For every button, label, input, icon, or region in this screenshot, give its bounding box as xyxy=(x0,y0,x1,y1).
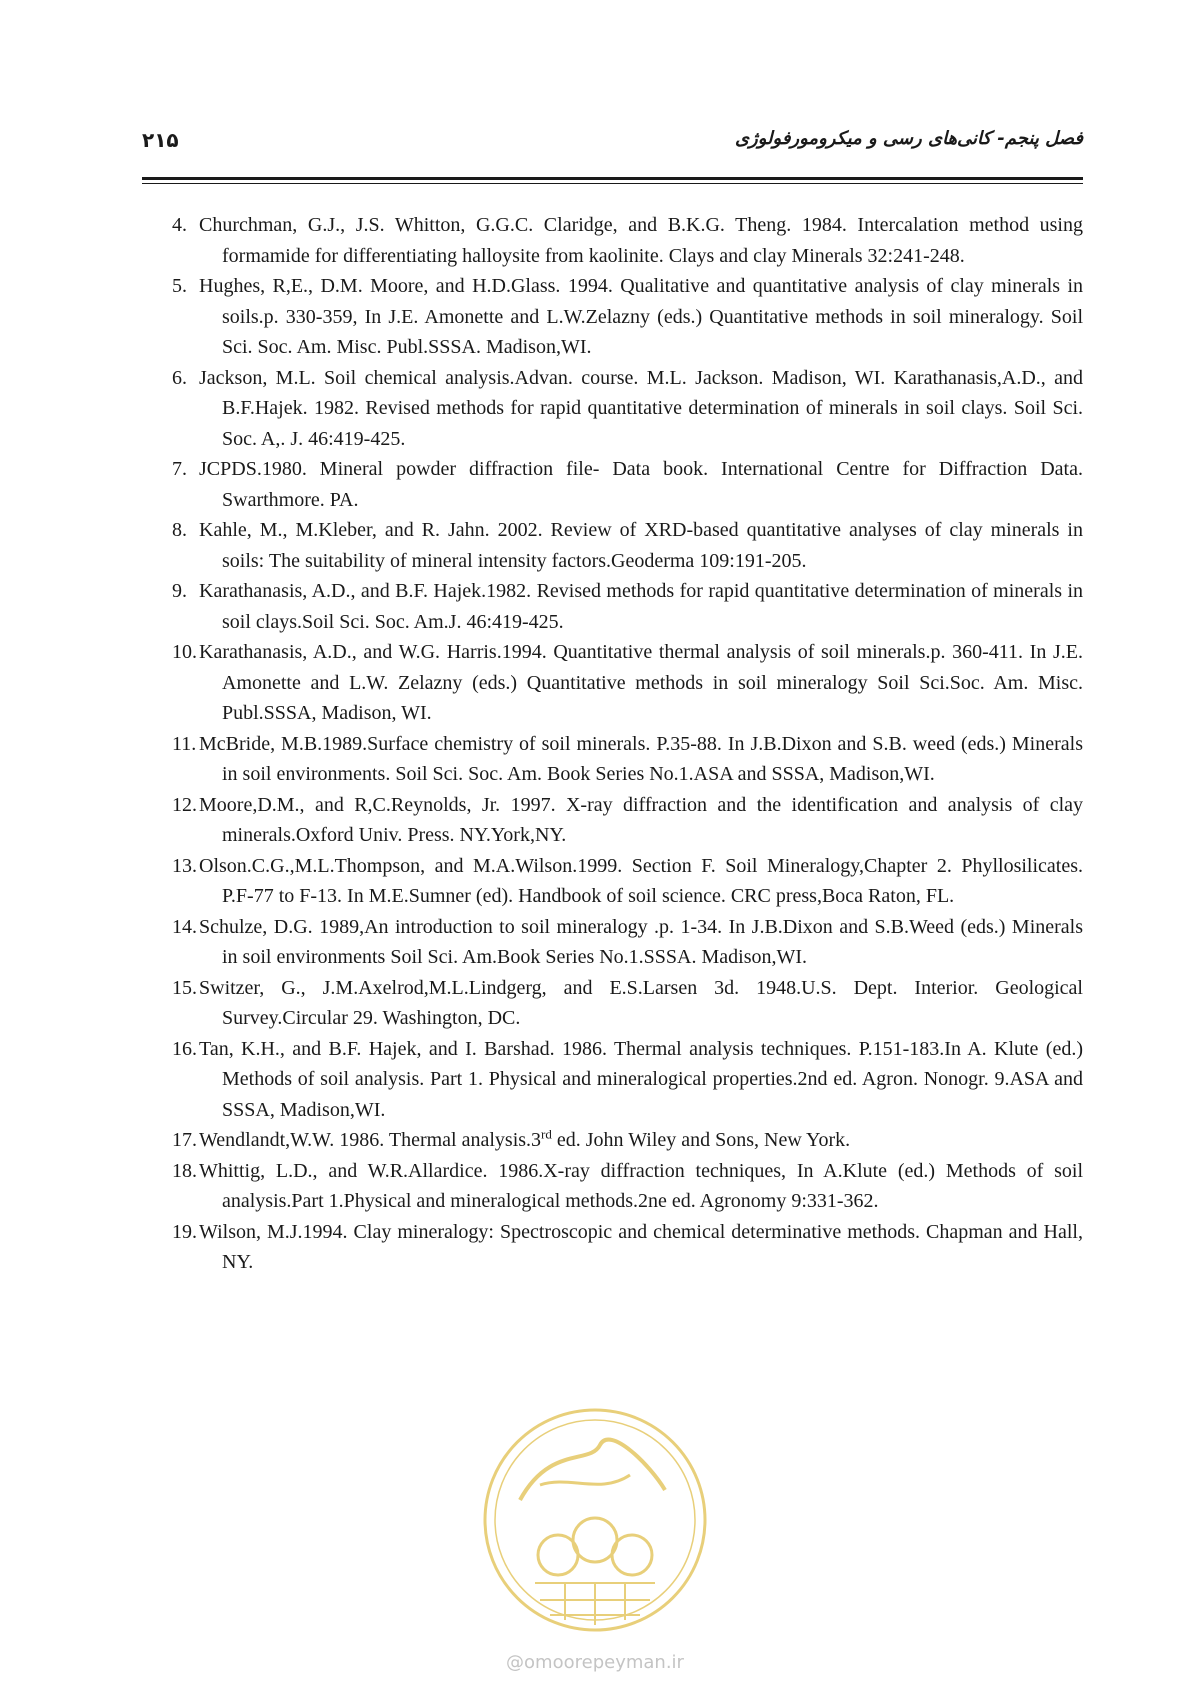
reference-text: Olson.C.G.,M.L.Thompson, and M.A.Wilson.1999. Section F. Soil Mineralogy,Chapter 2. Phyllosilicates. P.F-77 to F-13. In M.E.Sumner (ed). Handbook of soil science. CRC press,Boca Raton, FL. xyxy=(199,854,1083,907)
reference-item xyxy=(172,973,1083,1034)
reference-item xyxy=(172,790,1083,851)
page-header xyxy=(142,128,1083,162)
reference-number: 7. xyxy=(172,458,187,480)
reference-number: 19. xyxy=(172,1220,197,1243)
website-watermark xyxy=(0,1652,1190,1673)
reference-item xyxy=(172,1034,1083,1126)
reference-item xyxy=(172,1217,1083,1278)
reference-item xyxy=(172,210,1083,271)
watermark-text: omoorepeyman.ir xyxy=(524,1652,684,1673)
publisher-seal-icon xyxy=(480,1405,710,1635)
reference-text: Switzer, G., J.M.Axelrod,M.L.Lindgerg, and E.S.Larsen 3d. 1948.U.S. Dept. Interior. Geological Survey.Circular 29. Washington, DC. xyxy=(199,976,1083,1029)
reference-number: 18. xyxy=(172,1159,197,1182)
reference-number: 12. xyxy=(172,793,197,816)
reference-number: 16. xyxy=(172,1037,197,1060)
reference-text: McBride, M.B.1989.Surface chemistry of soil minerals. P.35-88. In J.B.Dixon and S.B. weed (eds.) Minerals in soil environments. Soil Sci. Soc. Am. Book Series No.1.ASA and SSSA, Madison,WI. xyxy=(199,732,1083,785)
reference-text: Schulze, D.G. 1989,An introduction to soil mineralogy .p. 1-34. In J.B.Dixon and S.B.Weed (eds.) Minerals in soil environments Soil Sci. Am.Book Series No.1.SSSA. Madison,WI. xyxy=(199,915,1083,968)
reference-number: 17. xyxy=(172,1129,197,1151)
reference-text: Moore,D.M., and R,C.Reynolds, Jr. 1997. X-ray diffraction and the identification and analysis of clay minerals.Oxford Univ. Press. NY.York,NY. xyxy=(199,793,1083,846)
reference-number: 15. xyxy=(172,976,197,999)
reference-number: 8. xyxy=(172,519,187,541)
reference-text: Churchman, G.J., J.S. Whitton, G.G.C. Claridge, and B.K.G. Theng. 1984. Intercalation method using formamide for differentiating halloysite from kaolinite. Clays and clay Minerals 32:241-248. xyxy=(199,214,1083,267)
reference-number: 13. xyxy=(172,854,197,877)
reference-text: Hughes, R,E., D.M. Moore, and H.D.Glass. 1994. Qualitative and quantitative analysis of clay minerals in soils.p. 330-359, In J.E. Amonette and L.W.Zelazny (eds.) Quantitative methods in soil mineralogy. Soil Sci. Soc. Am. Misc. Publ.SSSA. Madison,WI. xyxy=(199,275,1083,358)
at-icon: @ xyxy=(506,1652,525,1673)
reference-number: 5. xyxy=(172,275,187,297)
reference-item xyxy=(172,1125,1083,1156)
reference-item xyxy=(172,1156,1083,1217)
reference-superscript: rd xyxy=(541,1126,552,1142)
reference-text-continued: ed. John Wiley and Sons, New York. xyxy=(551,1129,851,1151)
reference-text: Wilson, M.J.1994. Clay mineralogy: Spectroscopic and chemical determinative methods. Chapman and Hall, NY. xyxy=(199,1220,1083,1273)
reference-number: 14. xyxy=(172,915,197,938)
reference-number: 6. xyxy=(172,366,187,389)
reference-text: Wendlandt,W.W. 1986. Thermal analysis.3 xyxy=(199,1129,542,1151)
reference-text: Whittig, L.D., and W.R.Allardice. 1986.X-ray diffraction techniques, In A.Klute (ed.) Methods of soil analysis.Part 1.Physical and mineralogical methods.2ne ed. Agronomy 9:331-362. xyxy=(199,1159,1083,1212)
reference-text: Tan, K.H., and B.F. Hajek, and I. Barshad. 1986. Thermal analysis techniques. P.151-183.In A. Klute (ed.) Methods of soil analysis. Part 1. Physical and mineralogical properties.2nd ed. Agron. Nonogr. 9.ASA and SSSA, Madison,WI. xyxy=(199,1037,1083,1121)
header-rule-thick xyxy=(142,177,1083,180)
reference-item xyxy=(172,637,1083,729)
reference-text: Karathanasis, A.D., and B.F. Hajek.1982. Revised methods for rapid quantitative determination of minerals in soil clays.Soil Sci. Soc. Am.J. 46:419-425. xyxy=(199,580,1083,633)
reference-item xyxy=(172,576,1083,637)
reference-item xyxy=(172,729,1083,790)
reference-text: Kahle, M., M.Kleber, and R. Jahn. 2002. Review of XRD-based quantitative analyses of clay minerals in soils: The suitability of mineral intensity factors.Geoderma 109:191-205. xyxy=(199,519,1083,572)
reference-item xyxy=(172,515,1083,576)
reference-item xyxy=(172,363,1083,455)
reference-text: Karathanasis, A.D., and W.G. Harris.1994. Quantitative thermal analysis of soil minerals.p. 360-411. In J.E. Amonette and L.W. Zelazny (eds.) Quantitative methods in soil mineralogy Soil Sci.Soc. Am. Misc. Publ.SSSA, Madison, WI. xyxy=(199,641,1083,724)
reference-number: 4. xyxy=(172,214,187,236)
header-rule-thin xyxy=(142,183,1083,184)
reference-list xyxy=(172,210,1083,1278)
reference-item xyxy=(172,851,1083,912)
reference-number: 11. xyxy=(172,732,197,755)
chapter-title: فصل پنجم- کانی‌های رسی و میکرومورفولوژی xyxy=(734,128,1083,149)
page-number: ۲۱۵ xyxy=(142,128,179,152)
reference-item xyxy=(172,271,1083,363)
reference-text: JCPDS.1980. Mineral powder diffraction file- Data book. International Centre for Diffraction Data. Swarthmore. PA. xyxy=(199,458,1083,511)
reference-number: 9. xyxy=(172,580,187,602)
reference-item xyxy=(172,454,1083,515)
reference-item xyxy=(172,912,1083,973)
reference-number: 10. xyxy=(172,641,197,663)
reference-text: Jackson, M.L. Soil chemical analysis.Advan. course. M.L. Jackson. Madison, WI. Karathanasis,A.D., and B.F.Hajek. 1982. Revised methods for rapid quantitative determination of minerals in soil clays. Soil Sci. Soc. A,. J. 46:419-425. xyxy=(199,366,1083,450)
